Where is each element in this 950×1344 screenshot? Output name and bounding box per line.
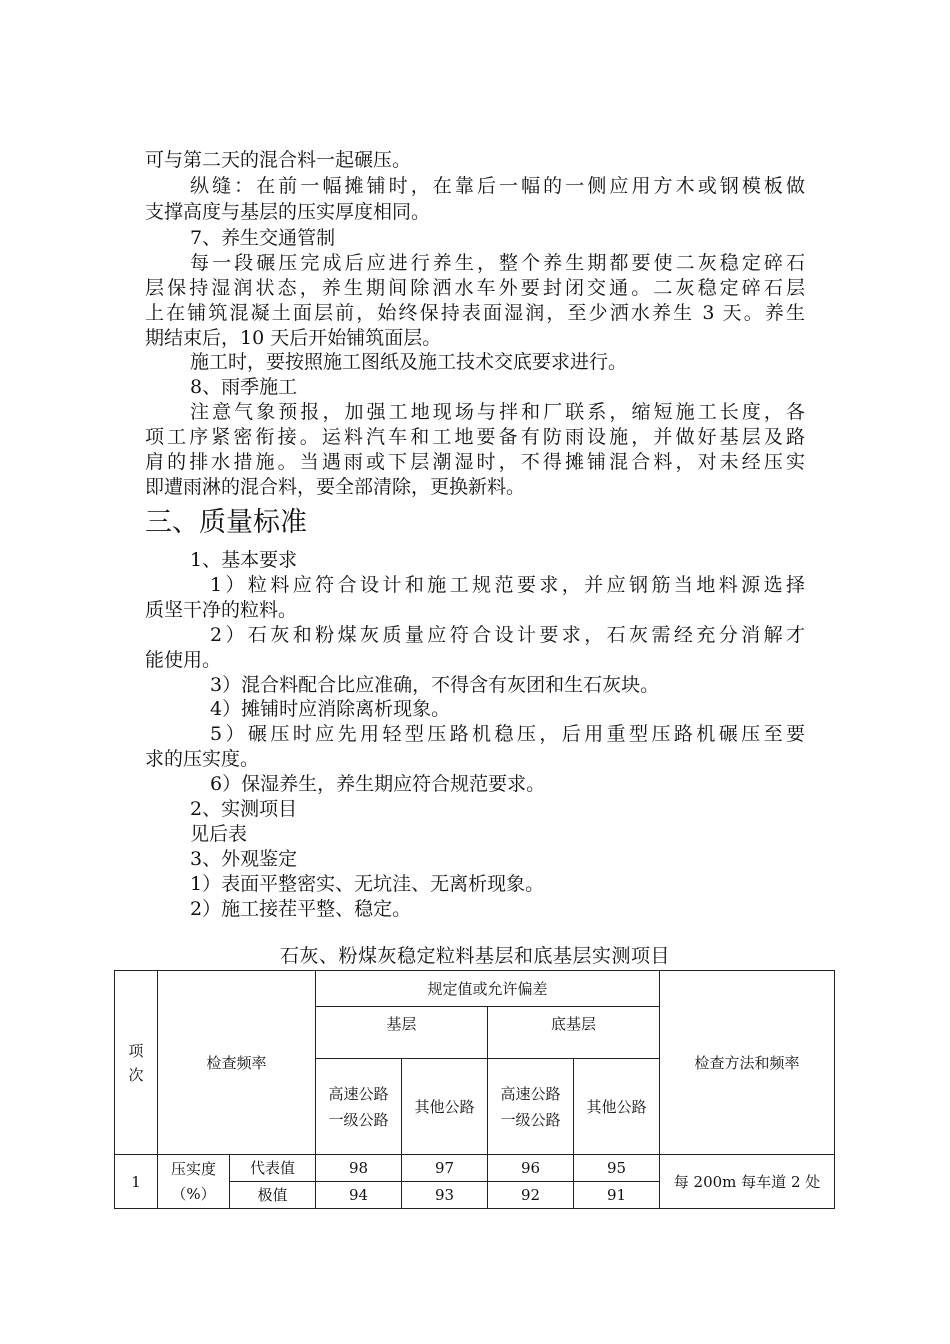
subsection-heading: 1、基本要求 [190,549,298,571]
section-heading: 三、质量标准 [145,507,307,538]
requirement-line: 求的压实度。 [145,748,260,770]
paragraph-line: 支撑高度与基层的压实厚度相同。 [145,201,431,223]
requirement-line: 2）施工接茬平整、稳定。 [190,898,412,920]
table-cell: 98 [316,1155,402,1182]
table-cell: 93 [402,1182,488,1209]
requirement-line: 6）保湿养生，养生期应符合规范要求。 [210,773,546,795]
paragraph-line: 上在铺筑混凝土面层前，始终保持表面湿润，至少洒水养生 3 天。养生 [145,302,805,324]
paragraph-line: 期结束后，10 天后开始铺筑面层。 [145,327,442,349]
requirement-line: 能使用。 [145,649,222,671]
paragraph-line: 层保持湿润状态，养生期间除洒水车外要封闭交通。二灰稳定碎石层 [145,277,805,299]
requirement-line: 5）碾压时应先用轻型压路机稳压，后用重型压路机碾压至要 [210,723,805,745]
requirement-line: 3）混合料配合比应准确，不得含有灰团和生石灰块。 [210,674,660,696]
subsection-heading: 8、雨季施工 [190,376,298,398]
table-cell: 97 [402,1155,488,1182]
subsection-heading: 2、实测项目 [190,798,298,820]
header-index: 项次 [115,971,158,1155]
header-other: 其他公路 [402,1059,488,1155]
row-index: 1 [115,1155,158,1209]
paragraph-line: 即遭雨淋的混合料，要全部清除，更换新料。 [145,476,526,498]
subsection-heading: 7、养生交通管制 [190,227,336,249]
table-row [115,1155,835,1182]
header-subbase: 底基层 [488,1007,660,1059]
paragraph-line: 项工序紧密衔接。运料汽车和工地要备有防雨设施，并做好基层及路 [145,426,805,448]
subsection-heading: 3、外观鉴定 [190,848,298,870]
header-other: 其他公路 [574,1059,660,1155]
requirement-line: 2）石灰和粉煤灰质量应符合设计要求，石灰需经充分消解才 [210,624,805,646]
paragraph-line: 纵缝：在前一幅摊铺时，在靠后一幅的一侧应用方木或钢模板做 [190,175,805,197]
requirement-line: 4）摊铺时应消除离析现象。 [210,698,451,720]
header-item: 检查频率 [158,971,316,1155]
header-spec: 规定值或允许偏差 [316,971,660,1007]
header-highway: 高速公路一级公路 [316,1059,402,1155]
paragraph-line: 见后表 [190,823,248,845]
header-highway: 高速公路一级公路 [488,1059,574,1155]
paragraph-line: 注意气象预报，加强工地现场与拌和厂联系，缩短施工长度，各 [190,401,805,423]
paragraph-line: 可与第二天的混合料一起碾压。 [145,149,412,171]
requirement-line: 1）表面平整密实、无坑洼、无离析现象。 [190,873,545,895]
header-base: 基层 [316,1007,488,1059]
header-method: 检查方法和频率 [660,971,835,1155]
requirement-line: 质坚干净的粒料。 [145,599,298,621]
table-cell: 96 [488,1155,574,1182]
row-sub-label: 极值 [230,1182,316,1209]
table-cell: 94 [316,1182,402,1209]
row-item: 压实度（%） [158,1155,230,1209]
table-caption: 石灰、粉煤灰稳定粒料基层和底基层实测项目 [279,945,670,967]
paragraph-line: 每一段碾压完成后应进行养生，整个养生期都要使二灰稳定碎石 [190,252,805,274]
inspection-table [114,970,835,1209]
row-sub-label: 代表值 [230,1155,316,1182]
requirement-line: 1）粒料应符合设计和施工规范要求，并应钢筋当地料源选择 [210,574,805,596]
paragraph-line: 施工时，要按照施工图纸及施工技术交底要求进行。 [190,351,628,373]
table-cell: 95 [574,1155,660,1182]
row-method: 每 200m 每车道 2 处 [660,1155,835,1209]
table-cell: 92 [488,1182,574,1209]
table-cell: 91 [574,1182,660,1209]
paragraph-line: 肩的排水措施。当遇雨或下层潮湿时，不得摊铺混合料，对未经压实 [145,451,805,473]
